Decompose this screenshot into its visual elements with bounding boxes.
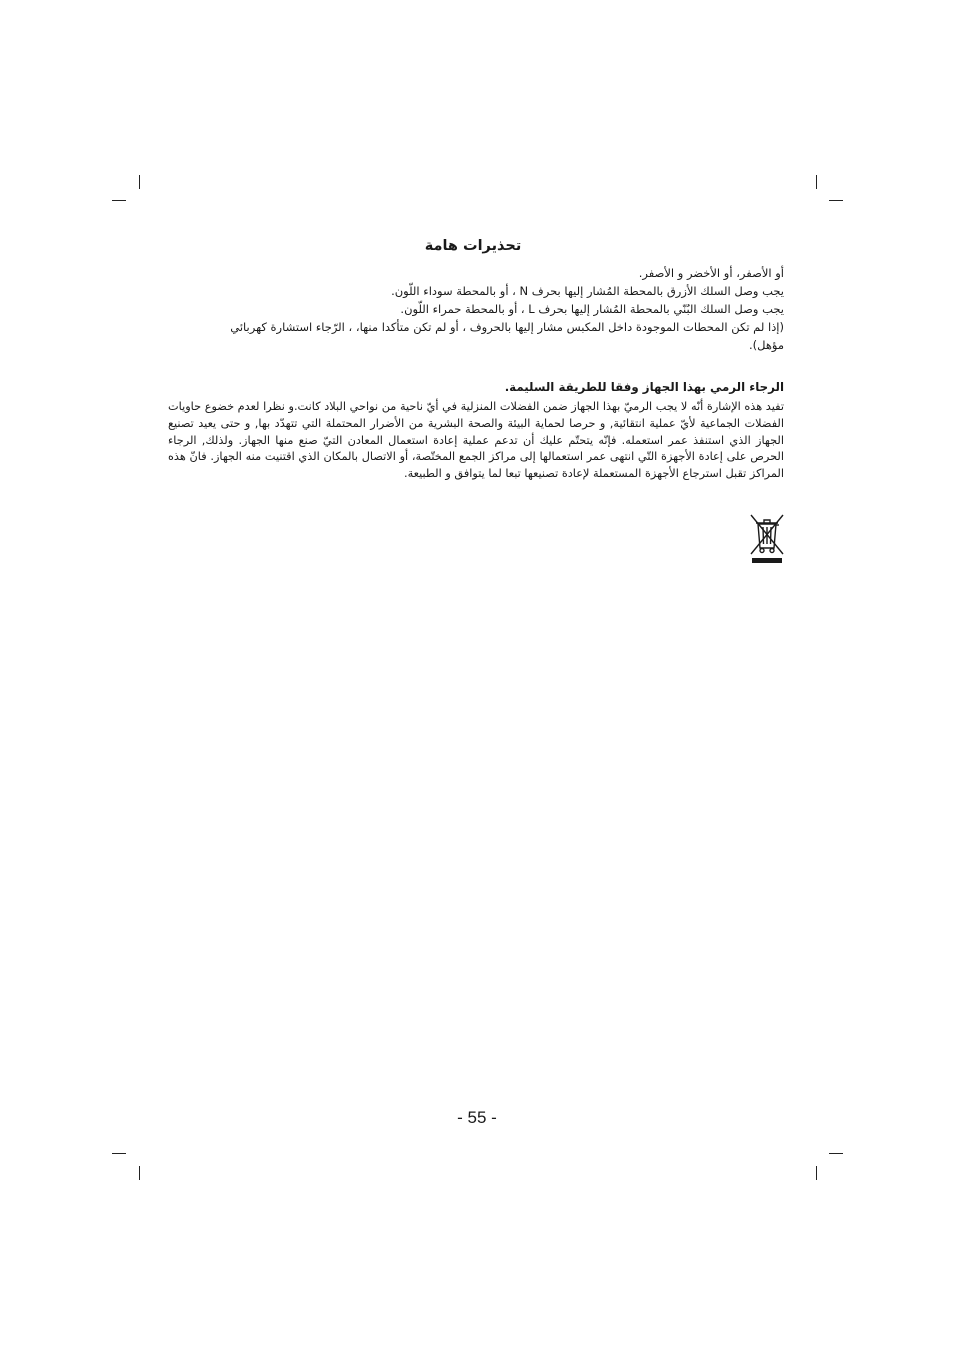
disposal-heading: الرجاء الرمي بهذا الجهاز وفقا للطريقة السليمة. — [504, 380, 784, 394]
wiring-line: (إذا لم تكن المحطات الموجودة داخل المكبس مشار إليها بالحروف ، أو لم تكن متأكدا منها، ، الرّجاء استشارة كهربائي — [230, 320, 784, 334]
crop-mark — [829, 200, 843, 201]
crop-mark — [139, 175, 140, 189]
crop-mark — [139, 1166, 140, 1180]
crop-mark — [816, 1166, 817, 1180]
crossed-out-wheelie-bin-icon — [748, 512, 786, 564]
wiring-line: يجب وصل السلك الأزرق بالمحطة المُشار إليها بحرف N ، أو بالمحطة سوداء اللّون. — [391, 284, 784, 298]
wiring-line: يجب وصل السلك البُنّي بالمحطة المُشار إليها بحرف L ، أو بالمحطة حمراء اللّون. — [400, 302, 784, 316]
wiring-line: مؤهل). — [748, 338, 784, 352]
section-title: تحذيرات هامة — [424, 238, 522, 254]
wiring-line: أو الأصفر، أو الأخضر و الأصفر. — [638, 266, 784, 280]
page-number: - 55 - — [457, 1108, 497, 1127]
crop-mark — [112, 1153, 126, 1154]
disposal-paragraph: تفيد هذه الإشارة أنّه لا يجب الرميّ بهذا الجهاز ضمن الفضلات المنزلية في أيّ ناحية من نواحي البلاد كانت.و نظرا لعدم خضوع حاويات الفضلات الجماعية لأيّ عملية انتقائية, و حرصا لحماية البيئة والصحة البشرية من الأضرار المحتملة التي تتهدّد بها, و حتى يعيد تصنيع الجهاز الذي استنفذ عمر استعمله. فإنّه يتحتّم عليك أن تدعم عملية إعادة استعمال المعادن التيّ صنع منها الجهاز. ولذلك, الرجاء الحرص على إعادة الأجهزة التّي انتهى عمر استعمالها إلى مراكز الجمع المختّصة، أو الاتصال بالمكان الذي اقتنيت منه الجهاز. فانّ هذه المراكز تقبل استرجاع الأجهزة المستعملة لإعادة تصنيعها تبعا لما يتوافق و الطبيعة. — [168, 400, 784, 481]
crop-mark — [829, 1153, 843, 1154]
crop-mark — [816, 175, 817, 189]
wiring-instructions — [168, 264, 784, 354]
crop-mark — [112, 200, 126, 201]
